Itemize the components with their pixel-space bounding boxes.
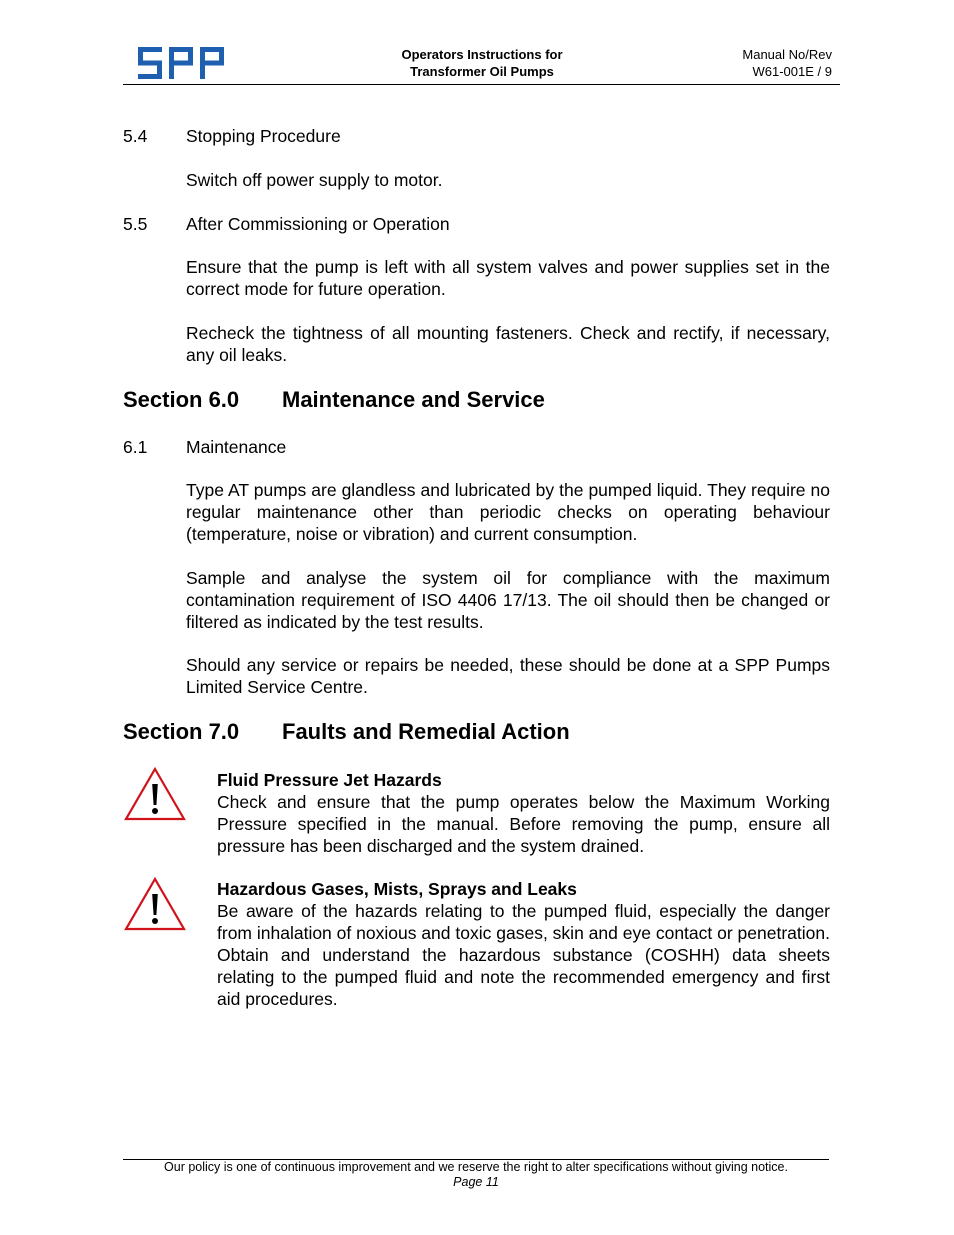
section-6-1-paragraph-1: Type AT pumps are glandless and lubricated by the pumped liquid. They require no regular maintenance other than periodic checks on operating behaviour (temperature, noise or vibration) and current consumption. <box>186 480 830 544</box>
warning-triangle-icon <box>124 877 186 931</box>
section-5-4-text: Switch off power supply to motor. <box>186 170 443 190</box>
section-7-heading <box>123 719 570 745</box>
manual-label: Manual No/Rev <box>742 47 832 62</box>
page-number: Page 11 <box>453 1175 499 1189</box>
title-line-2: Transformer Oil Pumps <box>410 64 554 79</box>
section-6-1-paragraph-2: Sample and analyse the system oil for compliance with the maximum contamination requirement of ISO 4406 17/13. The oil should then be changed or filtered as indicated by the test results. <box>186 568 830 632</box>
document-title <box>332 46 632 80</box>
section-6-heading <box>123 387 545 413</box>
header-divider <box>123 84 840 85</box>
section-6-1-paragraph-3: Should any service or repairs be needed, these should be done at a SPP Pumps Limited Service Centre. <box>186 655 830 697</box>
manual-value: W61-001E / 9 <box>752 64 832 79</box>
warning-text: Be aware of the hazards relating to the pumped fluid, especially the danger from inhalation of noxious and toxic gases, skin and eye contact or penetration. Obtain and understand the hazardous substance (COSHH) data sheets relating to the pumped fluid and note the recommended emergency and first aid procedures. <box>217 901 830 1009</box>
manual-number <box>742 46 832 80</box>
section-7-title: Faults and Remedial Action <box>282 719 570 744</box>
section-5-5-paragraph-1: Ensure that the pump is left with all system valves and power supplies set in the correct mode for future operation. <box>186 257 830 299</box>
section-5-5-number: 5.5 <box>123 214 148 234</box>
section-5-5-title: After Commissioning or Operation <box>186 214 450 234</box>
title-line-1: Operators Instructions for <box>401 47 563 62</box>
spp-logo <box>138 47 224 79</box>
warning-heading: Hazardous Gases, Mists, Sprays and Leaks <box>217 879 577 899</box>
section-5-5-paragraph-2: Recheck the tightness of all mounting fasteners. Check and rectify, if necessary, any oil leaks. <box>186 323 830 365</box>
section-6-label: Section 6.0 <box>123 387 240 412</box>
warning-fluid-pressure <box>217 769 830 857</box>
section-6-1-title: Maintenance <box>186 437 287 457</box>
section-6-1-number: 6.1 <box>123 437 148 457</box>
warning-text: Check and ensure that the pump operates below the Maximum Working Pressure specified in the manual. Before removing the pump, ensure all pressure has been discharged and the system drained. <box>217 792 830 856</box>
warning-heading: Fluid Pressure Jet Hazards <box>217 770 442 790</box>
section-7-label: Section 7.0 <box>123 719 240 744</box>
warning-triangle-icon <box>124 767 186 821</box>
warning-hazardous-gases <box>217 878 830 1010</box>
section-5-4-number: 5.4 <box>123 126 148 146</box>
footer-policy: Our policy is one of continuous improvement and we reserve the right to alter specifications without giving notice. <box>164 1160 788 1174</box>
section-6-title: Maintenance and Service <box>282 387 545 412</box>
section-5-4-title: Stopping Procedure <box>186 126 341 146</box>
